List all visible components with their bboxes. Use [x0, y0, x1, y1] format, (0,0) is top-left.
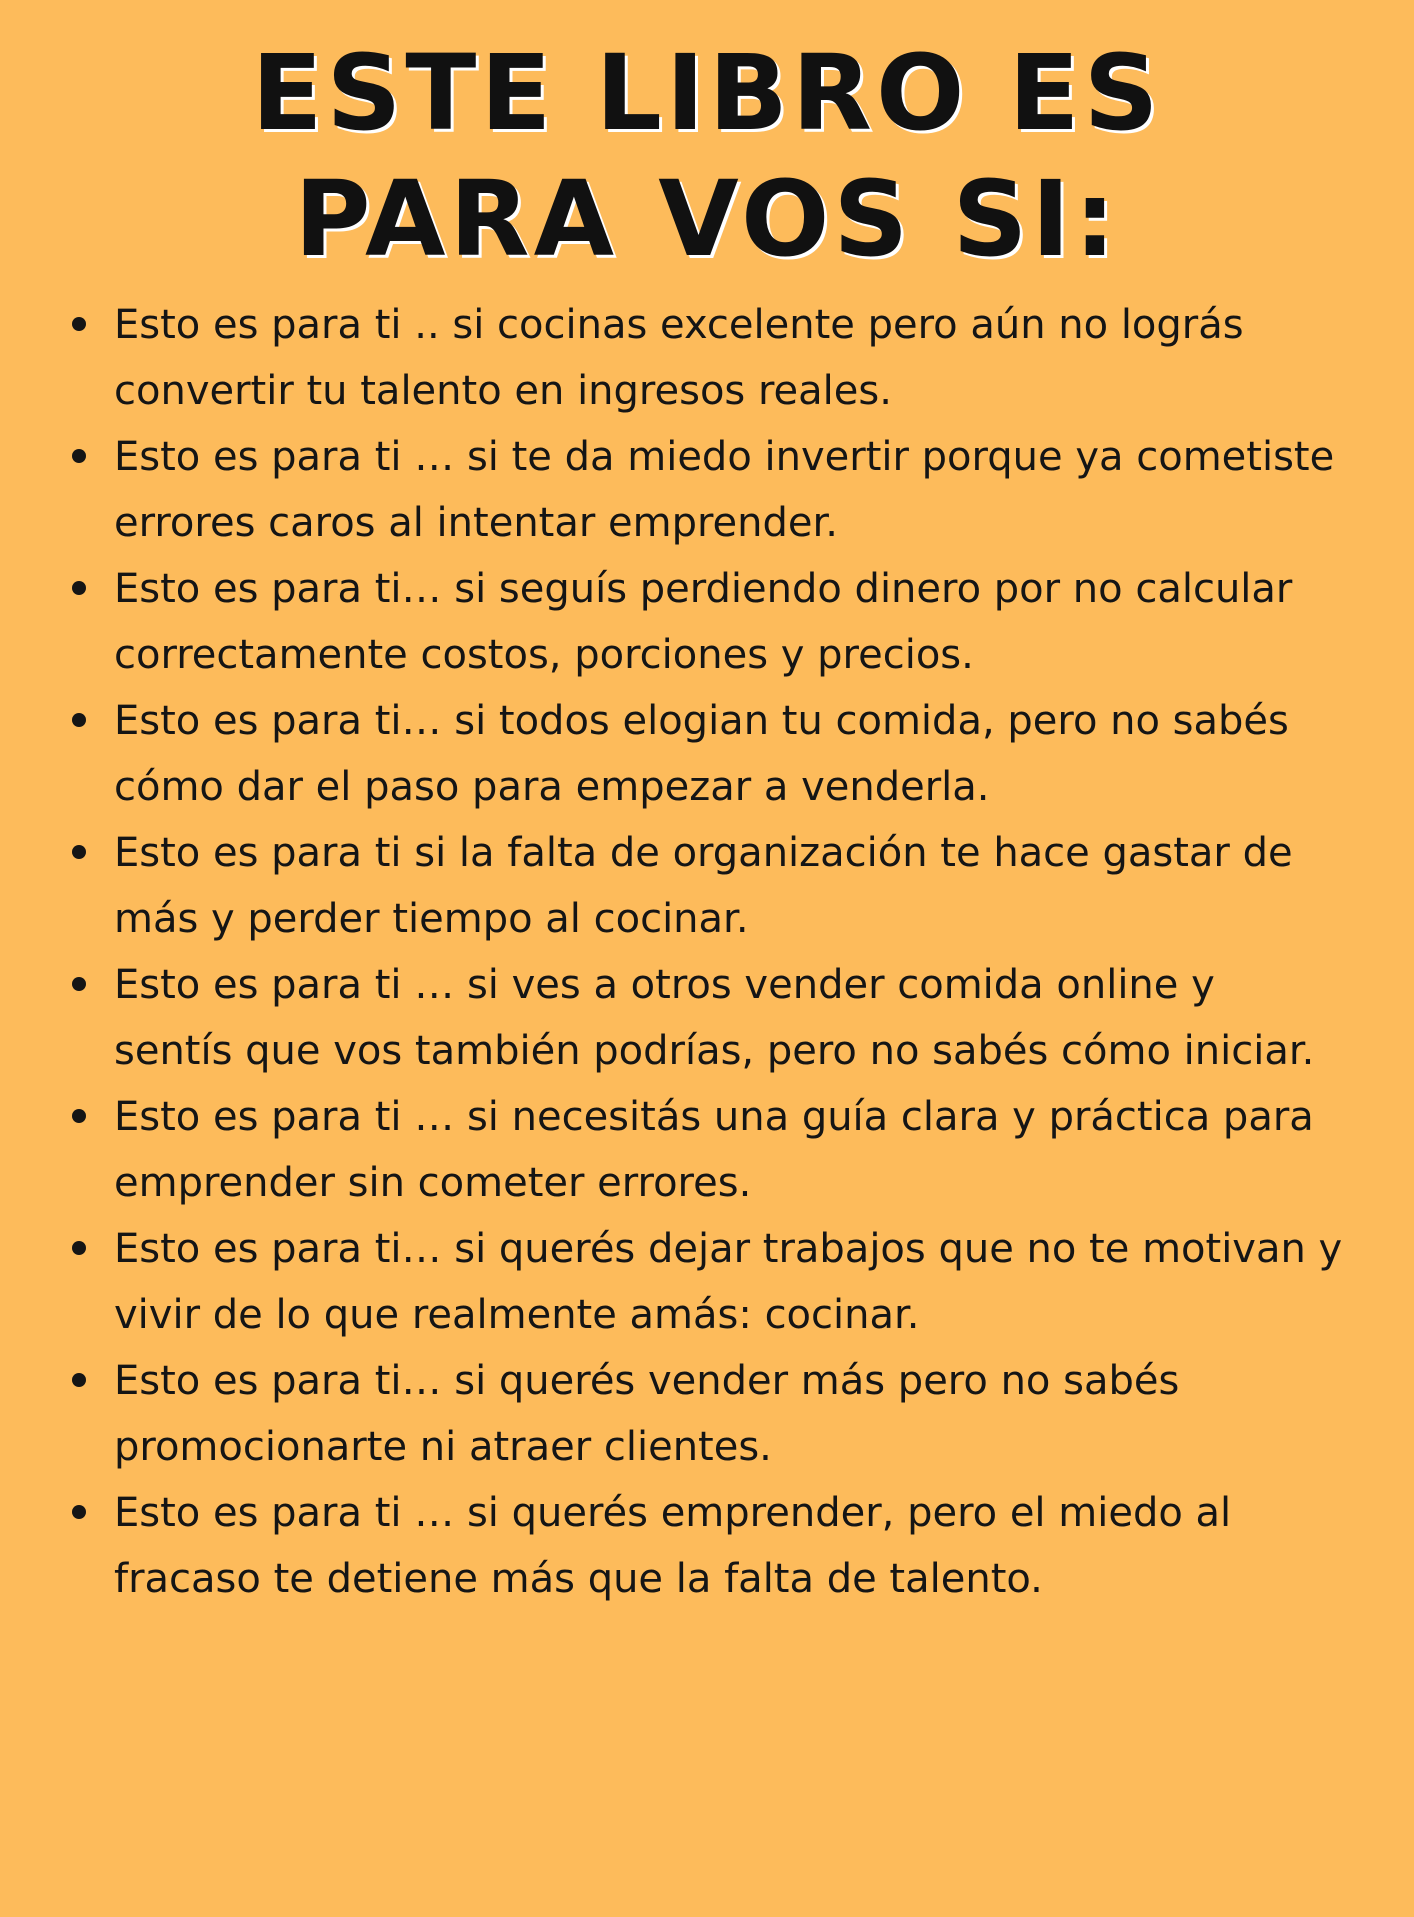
list-item-text: Esto es para ti si la falta de organización te hace gastar de más y perder tiempo al cocinar.: [114, 830, 1293, 942]
list-item-text: Esto es para ti … si ves a otros vender comida online y sentís que vos también podrías, pero no sabés cómo iniciar.: [114, 962, 1315, 1074]
list-item-text: Esto es para ti … si querés emprender, pero el miedo al fracaso te detiene más que la falta de talento.: [114, 1490, 1232, 1602]
list-item-text: Esto es para ti… si todos elogian tu comida, pero no sabés cómo dar el paso para empezar a venderla.: [114, 698, 1289, 810]
bullet-icon: [72, 1373, 86, 1387]
bullet-icon: [72, 1505, 86, 1519]
bullet-icon: [72, 1241, 86, 1255]
list-item-text: Esto es para ti .. si cocinas excelente pero aún no lográs convertir tu talento en ingresos reales.: [114, 302, 1244, 414]
list-item: [114, 1348, 1344, 1480]
list-item-text: Esto es para ti … si necesitás una guía clara y práctica para emprender sin cometer errores.: [114, 1094, 1314, 1206]
list-item: [114, 820, 1344, 952]
bullet-icon: [72, 713, 86, 727]
list-item-text: Esto es para ti… si querés dejar trabajos que no te motivan y vivir de lo que realmente amás: cocinar.: [114, 1226, 1343, 1338]
list-item: [114, 1480, 1344, 1612]
bullet-icon: [72, 449, 86, 463]
benefit-list: [114, 292, 1344, 1612]
list-item: [114, 1216, 1344, 1348]
list-item: [114, 556, 1344, 688]
list-item: [114, 292, 1344, 424]
bullet-icon: [72, 581, 86, 595]
bullet-icon: [72, 977, 86, 991]
page-title: [0, 30, 1414, 282]
list-item-text: Esto es para ti … si te da miedo invertir porque ya cometiste errores caros al intentar emprender.: [114, 434, 1335, 546]
bullet-icon: [72, 1109, 86, 1123]
list-item-text: Esto es para ti… si seguís perdiendo dinero por no calcular correctamente costos, porciones y precios.: [114, 566, 1293, 678]
list-item-text: Esto es para ti… si querés vender más pero no sabés promocionarte ni atraer clientes.: [114, 1358, 1180, 1470]
list-item: [114, 424, 1344, 556]
list-item: [114, 952, 1344, 1084]
list-item: [114, 1084, 1344, 1216]
bullet-icon: [72, 845, 86, 859]
list-item: [114, 688, 1344, 820]
title-line-2: PARA VOS SI:: [294, 158, 1120, 280]
title-line-1: ESTE LIBRO ES: [251, 32, 1163, 154]
bullet-icon: [72, 317, 86, 331]
